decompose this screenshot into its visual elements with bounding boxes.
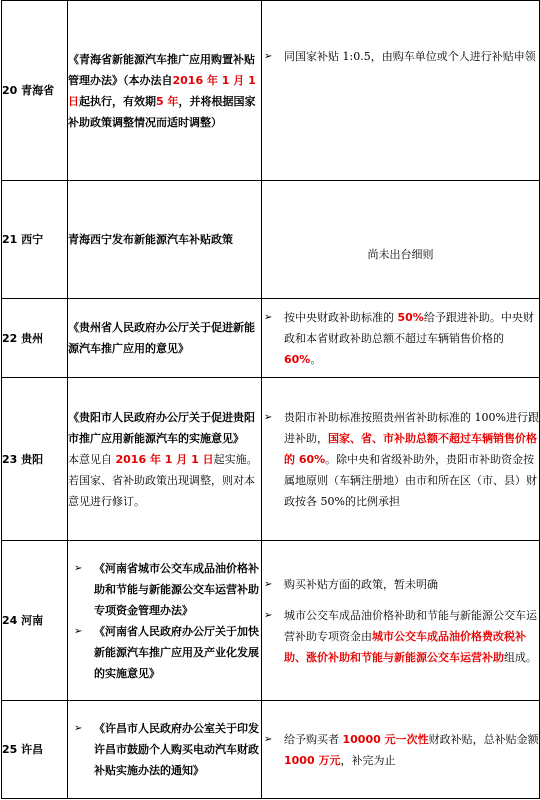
list-item: ➢ 给予购买者 10000 元一次性财政补贴，总补贴金额 1000 万元，补完为止 <box>262 729 539 771</box>
subsidy-detail-cell: 尚未出台细则 <box>262 181 540 299</box>
arrow-bullet-icon: ➢ <box>74 625 83 637</box>
table-row <box>2 541 540 701</box>
table-row <box>2 701 540 799</box>
arrow-bullet-icon: ➢ <box>264 411 273 423</box>
revision-note: 若国家、省补助政策出现调整，则对本意见进行修订。 <box>68 473 255 508</box>
arrow-bullet-icon: ➢ <box>74 562 83 574</box>
arrow-bullet-icon: ➢ <box>74 723 83 734</box>
subsidy-detail-cell <box>262 299 540 378</box>
list-item: ➢ 购买补贴方面的政策，暂未明确 <box>262 574 539 595</box>
arrow-bullet-icon: ➢ <box>264 609 273 621</box>
policy-document-cell <box>68 541 262 701</box>
arrow-bullet-icon: ➢ <box>264 51 273 62</box>
list-item: ➢ 贵阳市补助标准按照贵州省补助标准的 100%进行跟进补助，国家、省、市补助总额不超过车辆销售价格的 60%。除中央和省级补助外，贵阳市补助资金按属地原则（车辆注册地）由市和所在区（市、县）财政按各 50%的比例承担 <box>262 407 539 512</box>
arrow-bullet-icon: ➢ <box>264 311 273 323</box>
table-row <box>2 181 540 299</box>
document-text: 《青海省新能源汽车推广应用购置补贴管理办法》（本办法自2016 年 1 月 1 日起执行，有效期5 年，并将根据国家补助政策调整情况而适时调整） <box>68 52 256 129</box>
region-cell: 21 西宁 <box>2 181 68 299</box>
table-row <box>2 378 540 541</box>
table-row <box>2 1 540 181</box>
document-text: 《贵阳市人民政府办公厅关于促进贵阳市推广应用新能源汽车的实施意见》 <box>68 410 255 445</box>
region-cell: 24 河南 <box>2 541 68 701</box>
policy-document-cell <box>68 1 262 181</box>
region-cell: 20 青海省 <box>2 1 68 181</box>
arrow-bullet-icon: ➢ <box>264 578 273 590</box>
policy-document-cell <box>68 378 262 541</box>
region-cell: 25 许昌 <box>2 701 68 799</box>
table-row <box>2 299 540 378</box>
subsidy-detail-cell <box>262 701 540 799</box>
policy-document-cell <box>68 299 262 378</box>
effective-date-text: 本意见自 2016 年 1 月 1 日起实施。 <box>68 452 258 466</box>
region-cell: 23 贵阳 <box>2 378 68 541</box>
list-item: ➢ 城市公交车成品油价格补助和节能与新能源公交车运营补助专项资金由城市公交车成品油价格费改税补助、涨价补助和节能与新能源公交车运营补助组成。 <box>262 605 539 668</box>
subsidy-detail-cell <box>262 1 540 181</box>
policy-document-cell <box>68 701 262 799</box>
region-cell: 22 贵州 <box>2 299 68 378</box>
subsidy-detail-cell <box>262 378 540 541</box>
document-text: 《贵州省人民政府办公厅关于促进新能源汽车推广应用的意见》 <box>68 321 255 355</box>
list-item: ➢ 《河南省城市公交车成品油价格补助和节能与新能源公交车运营补助专项资金管理办法》 <box>72 558 261 621</box>
list-item: ➢ 同国家补贴 1:0.5，由购车单位或个人进行补贴申领 <box>262 46 539 67</box>
arrow-bullet-icon: ➢ <box>264 733 273 745</box>
document-text: 青海西宁发布新能源汽车补贴政策 <box>68 233 233 246</box>
list-item: ➢ 按中央财政补助标准的 50%给予跟进补助。中央财政和本省财政补助总额不超过车辆销售价格的 60%。 <box>262 307 539 370</box>
list-item: ➢ 《许昌市人民政府办公室关于印发许昌市鼓励个人购买电动汽车财政补贴实施办法的通知》 <box>72 718 261 781</box>
policy-table <box>1 0 540 799</box>
policy-document-cell <box>68 181 262 299</box>
list-item: ➢ 《河南省人民政府办公厅关于加快新能源汽车推广应用及产业化发展的实施意见》 <box>72 621 261 684</box>
subsidy-detail-cell <box>262 541 540 701</box>
